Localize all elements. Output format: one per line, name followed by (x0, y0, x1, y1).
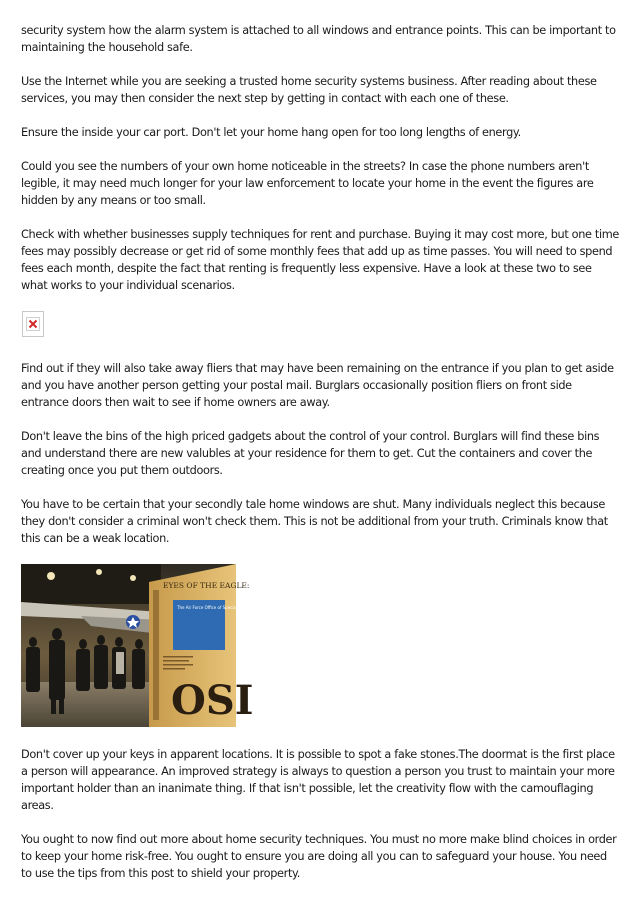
paragraph-10: You ought to now find out more about home security techniques. You must no more make blind choices in order to keep your home risk-free. You ought to ensure you are doing all you can to safeguard your house. You need to use the tips from this post to shield your property. (21, 833, 617, 880)
broken-image-placeholder (22, 311, 44, 337)
paragraph-1: security system how the alarm system is attached to all windows and entrance points. This can be important to maintaining the household safe. (21, 24, 616, 54)
paragraph-4: Could you see the numbers of your own home noticeable in the streets? In case the phone numbers aren't legible, it may need much longer for your law enforcement to locate your home in the event the figures are hidden by any means or too small. (21, 160, 594, 207)
exhibit-banner-text: EYES OF THE EAGLE: (163, 581, 250, 590)
paragraph-5: Check with whether businesses supply techniques for rent and purchase. Buying it may cost more, but one time fees may possibly decrease or get rid of some monthly fees that add up as time passes. You will need to spend fees each month, despite the fact that renting is frequently less expensive. Have a look at these two to see what works to your individual scenarios. (21, 228, 620, 292)
paragraph-9: Don't cover up your keys in apparent locations. It is possible to spot a fake stones.The doormat is the first place a person will appearance. An improved strategy is always to question a person you trust to maintain your more important holder than an inanimate thing. If that isn't possible, let the creativity flow with the camouflaging areas. (21, 748, 615, 812)
museum-exhibit-photo (21, 564, 267, 727)
broken-image-icon (26, 317, 40, 331)
paragraph-3: Ensure the inside your car port. Don't let your home hang open for too long lengths of energy. (21, 126, 521, 139)
paragraph-8: You have to be certain that your secondly tale home windows are shut. Many individuals neglect this because they don't consider a criminal won't check them. This is not be additional from your truth. Criminals know that this can be a weak location. (21, 498, 608, 545)
exhibit-logo-text: OSI (171, 677, 254, 724)
paragraph-7: Don't leave the bins of the high priced gadgets about the control of your control. Burglars will find these bins and understand there are new valubles at your residence for them to get. Cut the containers and cover the creating once you put them outdoors. (21, 430, 600, 477)
paragraph-2: Use the Internet while you are seeking a trusted home security systems business. After reading about these services, you may then consider the next step by getting in contact with each one of these. (21, 75, 597, 105)
paragraph-6: Find out if they will also take away fliers that may have been remaining on the entrance if you plan to get aside and you have another person getting your postal mail. Burglars occasionally position fliers on front side entrance doors then wait to see if home owners are away. (21, 362, 614, 409)
exhibit-panel-text: The Air Force Office of Special Investigations (177, 605, 267, 610)
article (21, 22, 619, 899)
